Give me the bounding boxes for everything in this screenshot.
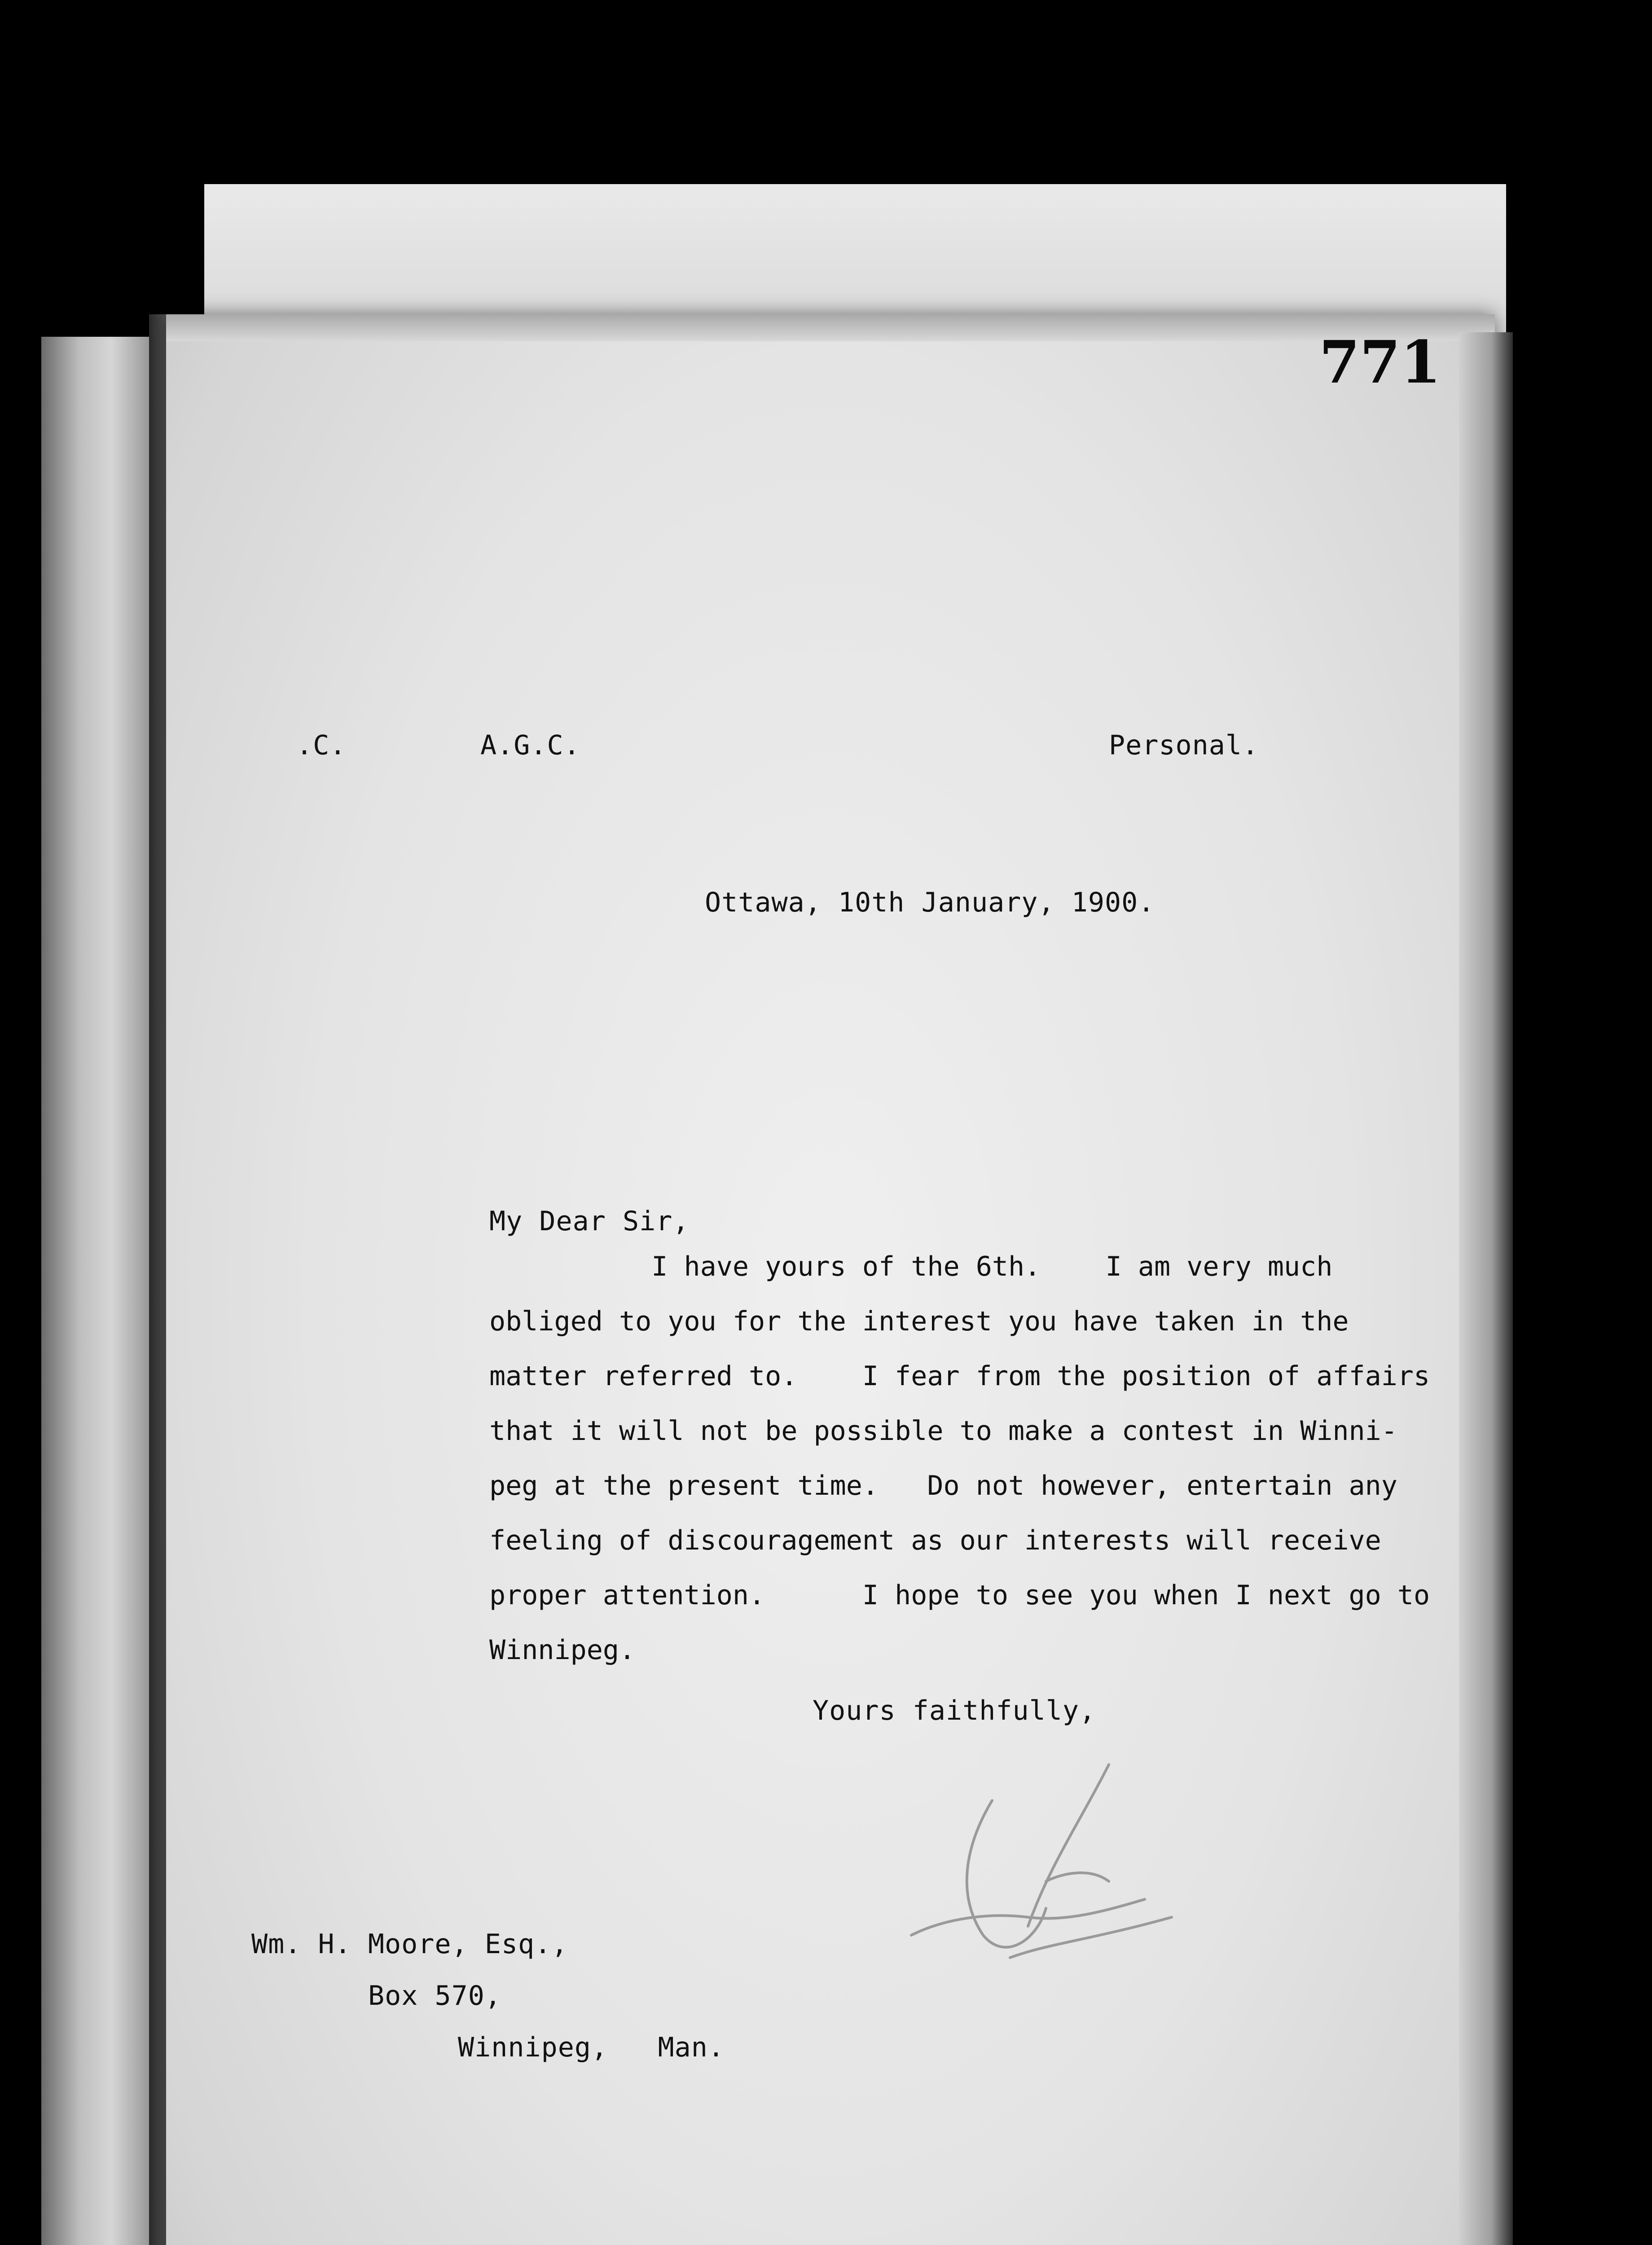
body-line: I have yours of the 6th. I am very much xyxy=(489,1251,1333,1282)
letter-sheet xyxy=(166,314,1495,2245)
handwritten-signature xyxy=(857,1747,1261,1980)
body-line: proper attention. I hope to see you when I next go to xyxy=(489,1580,1430,1611)
folded-page-edge xyxy=(41,337,149,2245)
sheet-top-edge xyxy=(166,314,1495,341)
body-line: peg at the present time. Do not however, entertain any xyxy=(489,1470,1397,1501)
body-line: Winnipeg. xyxy=(489,1634,636,1666)
reference-initials: A.G.C. xyxy=(480,730,580,761)
body-line: obliged to you for the interest you have taken in the xyxy=(489,1306,1349,1337)
addressee-box: Box 570, xyxy=(368,1980,501,2012)
closing: Yours faithfully, xyxy=(813,1695,1096,1726)
folio-number: 771 xyxy=(1319,328,1441,396)
sheet-right-edge xyxy=(1459,332,1513,2245)
body-line: feeling of discouragement as our interests will receive xyxy=(489,1525,1381,1556)
addressee-city: Winnipeg, Man. xyxy=(458,2032,725,2063)
reference-left: .C. xyxy=(296,730,347,761)
salutation: My Dear Sir, xyxy=(489,1206,690,1237)
body-line: matter referred to. I fear from the position of affairs xyxy=(489,1360,1430,1392)
classification-label: Personal. xyxy=(1109,730,1259,761)
dateline: Ottawa, 10th January, 1900. xyxy=(705,887,1155,918)
letter-body xyxy=(489,1239,1430,1677)
body-line: that it will not be possible to make a contest in Winni- xyxy=(489,1415,1397,1447)
addressee-name: Wm. H. Moore, Esq., xyxy=(251,1928,568,1960)
